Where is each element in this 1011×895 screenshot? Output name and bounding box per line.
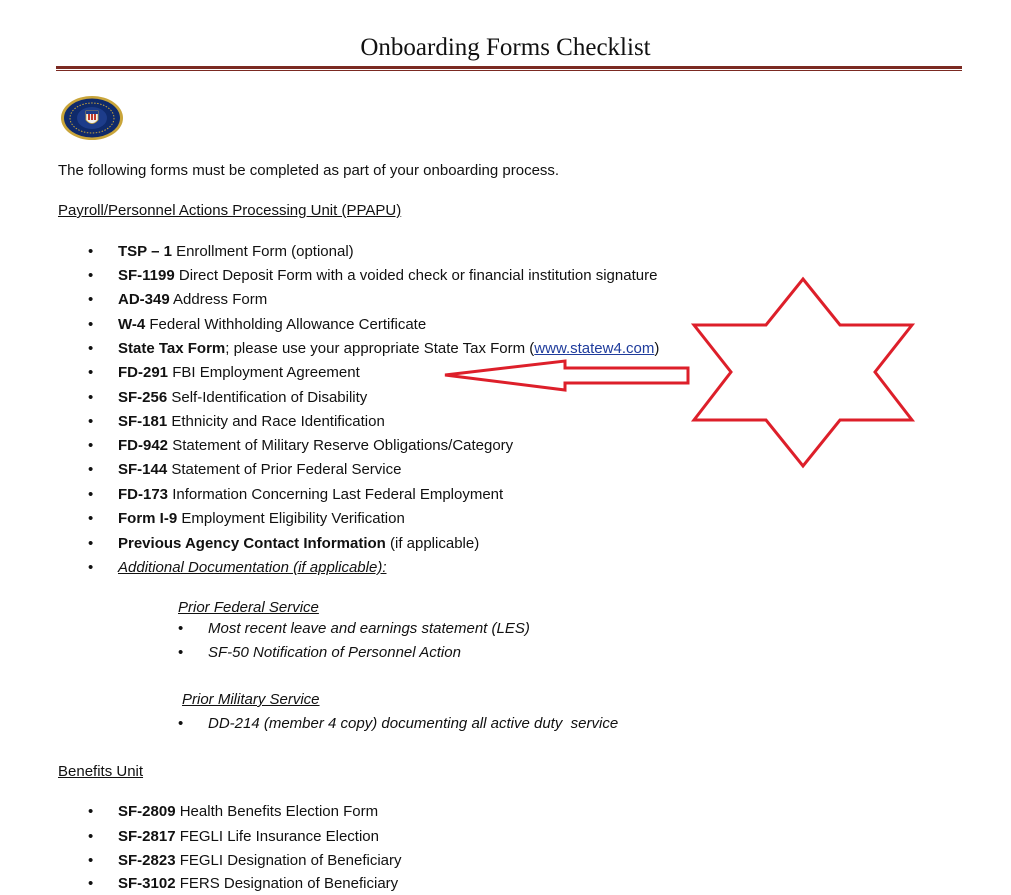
form-code: TSP – 1 — [118, 243, 172, 260]
form-code: SF-181 — [118, 413, 168, 430]
bullet-icon: • — [88, 828, 94, 845]
fbi-seal-icon — [60, 95, 124, 141]
form-code: FD-173 — [118, 486, 169, 503]
bullet-icon: • — [88, 413, 94, 430]
bullet-icon: • — [88, 852, 94, 869]
form-code: State Tax Form — [118, 340, 226, 357]
bullet-icon: • — [88, 510, 94, 527]
form-description: Ethnicity and Race Identification — [167, 413, 385, 430]
form-description: FERS Designation of Beneficiary — [175, 875, 399, 892]
bullet-icon: • — [88, 340, 94, 357]
bullet-icon: • — [88, 875, 94, 892]
bullet-icon: • — [88, 316, 94, 333]
bullet-icon: • — [178, 644, 184, 661]
bullet-icon: • — [178, 620, 184, 637]
left-arrow-outline-icon — [445, 361, 688, 390]
form-code: SF-2809 — [118, 803, 176, 820]
six-point-star-outline-icon — [694, 279, 912, 466]
form-code: Previous Agency Contact Information — [118, 535, 386, 552]
state-tax-link[interactable]: www.statew4.com — [534, 340, 655, 357]
bullet-icon: • — [88, 559, 94, 576]
form-code: FD-942 — [118, 437, 169, 454]
doc-description: SF-50 Notification of Personnel Action — [208, 644, 461, 661]
form-code: FD-291 — [118, 364, 169, 381]
document-title: Onboarding Forms Checklist — [360, 34, 651, 61]
benefits-heading: Benefits Unit — [58, 763, 144, 780]
ppapu-heading: Payroll/Personnel Actions Processing Unit (PPAPU) — [58, 202, 402, 219]
bullet-icon: • — [178, 715, 184, 732]
bullet-icon: • — [88, 364, 94, 381]
form-description: Information Concerning Last Federal Employment — [168, 486, 504, 503]
form-code: SF-1199 — [118, 267, 175, 284]
form-code: SF-256 — [118, 389, 168, 406]
form-description: Health Benefits Election Form — [175, 803, 379, 820]
form-code: Form I-9 — [118, 510, 178, 527]
form-description: Federal Withholding Allowance Certificate — [145, 316, 427, 333]
form-code: SF-3102 — [118, 875, 176, 892]
form-description: Statement of Prior Federal Service — [167, 461, 402, 478]
form-description: (if applicable) — [385, 535, 480, 552]
form-code: W-4 — [118, 316, 146, 333]
form-description: Enrollment Form (optional) — [171, 243, 354, 260]
form-description: FBI Employment Agreement — [168, 364, 360, 381]
form-description: Employment Eligibility Verification — [177, 510, 405, 527]
title-rule-thick — [56, 66, 962, 69]
form-code: AD-349 — [118, 291, 170, 308]
form-description: Address Form — [169, 291, 268, 308]
bullet-icon: • — [88, 267, 94, 284]
form-description: Self-Identification of Disability — [167, 389, 368, 406]
bullet-icon: • — [88, 535, 94, 552]
doc-description: DD-214 (member 4 copy) documenting all active duty service — [208, 715, 619, 732]
bullet-icon: • — [88, 486, 94, 503]
bullet-icon: • — [88, 803, 94, 820]
title-rule-thin — [56, 70, 962, 71]
bullet-icon: • — [88, 437, 94, 454]
additional-documentation: Additional Documentation (if applicable): — [118, 559, 387, 576]
form-code: SF-2817 — [118, 828, 176, 845]
form-code: SF-2823 — [118, 852, 176, 869]
bullet-icon: • — [88, 243, 94, 260]
prior-military-heading: Prior Military Service — [182, 691, 320, 708]
prior-federal-heading: Prior Federal Service — [178, 599, 319, 616]
form-code: SF-144 — [118, 461, 168, 478]
bullet-icon: • — [88, 291, 94, 308]
bullet-icon: • — [88, 461, 94, 478]
doc-description: Most recent leave and earnings statement (LES) — [208, 620, 530, 637]
form-description: Statement of Military Reserve Obligations/Category — [168, 437, 514, 454]
form-description: FEGLI Designation of Beneficiary — [175, 852, 402, 869]
intro-text: The following forms must be completed as part of your onboarding process. — [58, 162, 560, 179]
form-description: Direct Deposit Form with a voided check or financial institution signature — [174, 267, 658, 284]
form-description: FEGLI Life Insurance Election — [175, 828, 379, 845]
form-description-end: ) — [654, 340, 660, 357]
bullet-icon: • — [88, 389, 94, 406]
form-description: ; please use your appropriate State Tax Form ( — [225, 340, 535, 357]
